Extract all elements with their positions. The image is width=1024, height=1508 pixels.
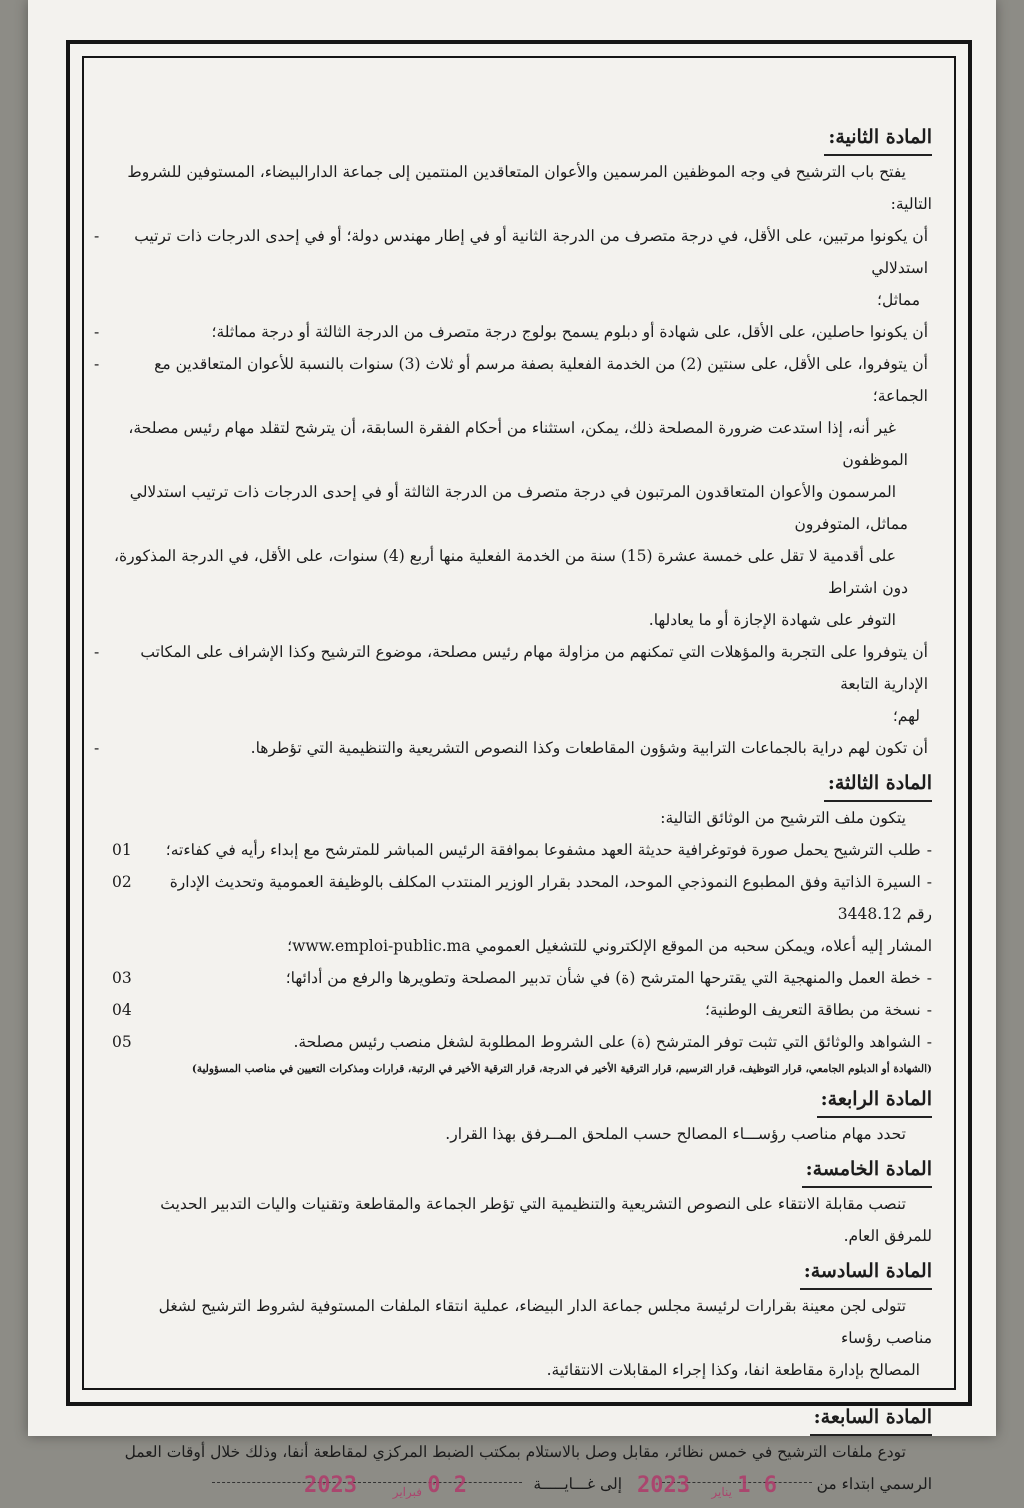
condition-2: - أن يكونوا حاصلين، على الأقل، على شهادة أو دبلوم يسمح بولوج درجة متصرف من الدرجة الثالثة أو درجة مماثلة؛	[94, 323, 928, 341]
exception-line-2: المرسمون والأعوان المتعاقدون المرتبون في درجة متصرف من الدرجة الثالثة أو في إحدى الدرجات ذات ترتيب استدلالي مماثل، المتوفرون	[129, 483, 908, 533]
from-date-month: يناير	[711, 1485, 732, 1499]
article4-heading: المادة الرابعة:	[817, 1082, 932, 1118]
document-item-3: 03 -خطة العمل والمنهجية التي يقترحها المترشح (ة) في شأن تدبير المصلحة وتطويرها والرفع من أدائها؛	[112, 969, 932, 987]
article3-intro: يتكون ملف الترشيح من الوثائق التالية:	[660, 809, 906, 827]
from-label: الرسمي ابتداء من	[816, 1475, 932, 1493]
to-date-year: 2023	[304, 1473, 357, 1498]
article3-heading: المادة الثالثة:	[824, 766, 932, 802]
document-item-1: 01 -طلب الترشيح يحمل صورة فوتوغرافية حديثة العهد مشفوعا بموافقة الرئيس المباشر للمترشح مع إبداء رأيه في كفاءته؛	[112, 841, 932, 859]
condition-3: - أن يتوفروا، على الأقل، على سنتين (2) من الخدمة الفعلية بصفة مرسم أو ثلاث (3) سنوات بالنسبة للأعوان المتعاقدين مع الجماعة؛	[94, 355, 928, 405]
to-date-month: فبراير	[392, 1485, 422, 1499]
to-label: إلى غـــايـــــة	[533, 1475, 622, 1493]
article2-heading: المادة الثانية:	[824, 120, 932, 156]
exception-line-3: على أقدمية لا تقل على خمسة عشرة (15) سنة من الخدمة الفعلية منها أربع (4) سنوات، على الأقل، في الدرجة المذكورة، دون اشتراط	[114, 547, 908, 597]
article6-line-2: المصالح بإدارة مقاطعة انفا، وكذا إجراء المقابلات الانتقائية.	[546, 1361, 920, 1379]
document-item-2-cont: المشار إليه أعلاه، ويمكن سحبه من الموقع الإلكتروني للتشغيل العمومي www.emploi-public.ma؛	[287, 937, 932, 955]
exception-line-4: التوفر على شهادة الإجازة أو ما يعادلها.	[648, 611, 896, 629]
article5-text: تنصب مقابلة الانتقاء على النصوص التشريعية والتنظيمية التي تؤطر الجماعة والمقاطعة وتقنيات واليات التدبير الحديث للمرفق العام.	[160, 1195, 932, 1245]
condition-5: - أن تكون لهم دراية بالجماعات الترابية وشؤون المقاطعات وكذا النصوص التشريعية والتنظيمية التي تؤطرها.	[94, 739, 928, 757]
article6-line-1: تتولى لجن معينة بقرارات لرئيسة مجلس جماعة الدار البيضاء، عملية انتقاء الملفات المستوفية لشروط الترشيح لشغل مناصب رؤساء	[158, 1297, 932, 1347]
document-body	[94, 118, 932, 1499]
exception-line-1: غير أنه، إذا استدعت ضرورة المصلحة ذلك، يمكن، استثناء من أحكام الفقرة السابقة، أن يترشح لتقلد مهام رئيس مصلحة، الموظفون	[128, 419, 908, 469]
document-item-2: 02 -السيرة الذاتية وفق المطبوع النموذجي الموحد، المحدد بقرار الوزير المنتدب المكلف بالوظيفة العمومية وتحديث الإدارة رقم 3448.12	[112, 873, 932, 923]
article7-line-1: تودع ملفات الترشيح في خمس نظائر، مقابل وصل بالاستلام بمكتب الضبط المركزي لمقاطعة أنفا، وذلك خلال أوقات العمل	[124, 1443, 906, 1461]
to-date-day: 0 2	[427, 1473, 467, 1498]
to-date-line	[212, 1482, 522, 1483]
article5-heading: المادة الخامسة:	[802, 1152, 932, 1188]
condition-1: - أن يكونوا مرتبين، على الأقل، في درجة متصرف من الدرجة الثانية أو في إطار مهندس دولة؛ أو في إحدى الدرجات ذات ترتيب استدلالي	[94, 227, 928, 277]
article4-text: تحدد مهام مناصب رؤســـاء المصالح حسب الملحق المــرفق بهذا القرار.	[445, 1125, 906, 1143]
deposit-period-line	[112, 1468, 932, 1508]
condition-1-cont: مماثل؛	[877, 291, 920, 309]
from-date-day: 1 6	[737, 1473, 777, 1498]
documents-note: (الشهادة أو الدبلوم الجامعي، قرار التوظيف، قرار الترسيم، قرار الترقية الأخير في الدرجة، قرار الترقية الأخير في الرتبة، قرارات ومذكرات التعيين في مناصب المسؤولية)	[191, 1063, 932, 1075]
article7-heading: المادة السابعة:	[810, 1400, 932, 1436]
condition-4-cont: لهم؛	[892, 707, 920, 725]
condition-4: - أن يتوفروا على التجربة والمؤهلات التي تمكنهم من مزاولة مهام رئيس مصلحة، موضوع الترشيح وكذا الإشراف على المكاتب الإدارية التابعة	[94, 643, 928, 693]
from-date-year: 2023	[637, 1473, 690, 1498]
document-item-4: 04 -نسخة من بطاقة التعريف الوطنية؛	[112, 1001, 932, 1019]
article2-intro: يفتح باب الترشيح في وجه الموظفين المرسمين والأعوان المتعاقدين المنتمين إلى جماعة الدارالبيضاء، المستوفين للشروط التالية:	[127, 163, 932, 213]
article6-heading: المادة السادسة:	[800, 1254, 932, 1290]
document-item-5: 05 -الشواهد والوثائق التي تثبت توفر المترشح (ة) على الشروط المطلوبة لشغل منصب رئيس مصلحة.	[112, 1033, 932, 1051]
